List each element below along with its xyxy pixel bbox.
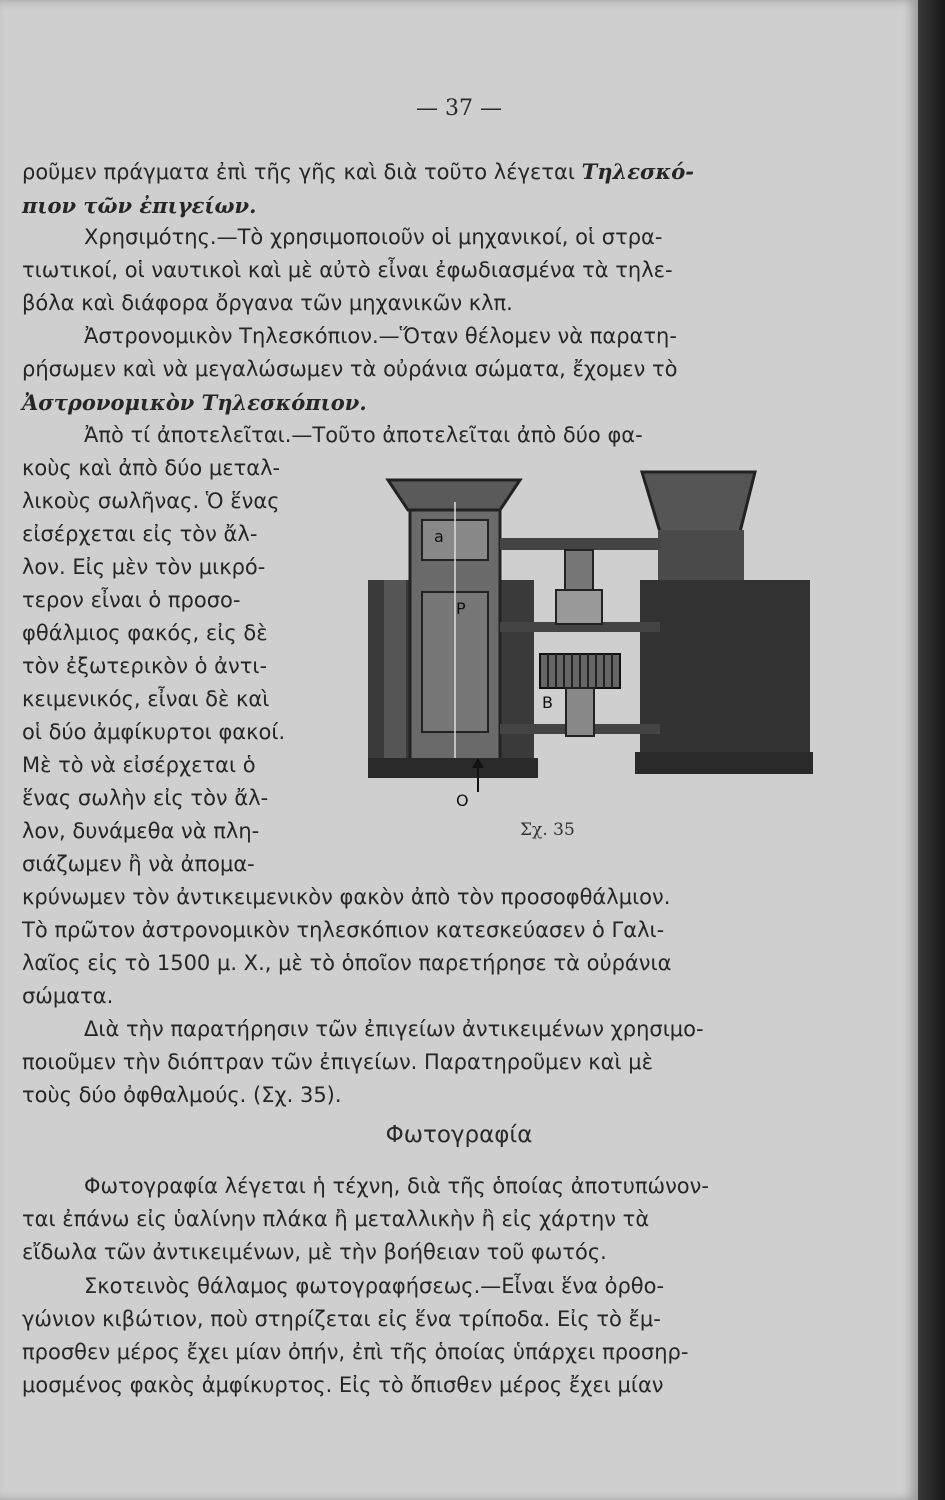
paragraph-6 — [22, 1170, 822, 1269]
text-line: κρύνωμεν τὸν ἀντικειμενικὸν φακὸν ἀπὸ τὸν προσοφθάλμιον. — [22, 885, 671, 909]
text-line: Ἀστρονομικὸν Τηλεσκόπιον. — [22, 390, 367, 415]
text-line: τὸν ἐξωτερικὸν ὁ ἀντι- — [22, 654, 268, 678]
paragraph-3 — [22, 320, 822, 419]
text-line: εἴδωλα τῶν ἀντικειμένων, μὲ τὴν βοήθειαν τοῦ φωτός. — [22, 1240, 607, 1264]
text-line: Ἀστρονομικὸν Τηλεσκόπιον.—Ὅταν θέλομεν νὰ παρατη- — [84, 324, 677, 348]
figure-label-a: a — [434, 527, 444, 546]
figure-label-b: B — [542, 693, 553, 712]
page-number: — 37 — — [416, 96, 502, 121]
text-line: φθάλμιος φακός, εἰς δὲ — [22, 621, 268, 645]
paragraph-4-wrap — [22, 452, 340, 881]
text-line: λον. Εἰς μὲν τὸν μικρό- — [22, 555, 266, 579]
bridge-top — [500, 538, 660, 550]
paragraph-1 — [22, 155, 822, 222]
left-eyecup — [388, 480, 520, 510]
text-line: ται ἐπάνω εἰς ὑαλίνην πλάκα ἢ μεταλλικὴν ἢ εἰς χάρτην τὰ — [22, 1207, 650, 1231]
text-line: τερον εἶναι ὁ προσο- — [22, 588, 241, 612]
text-line: Φωτογραφία λέγεται ἡ τέχνη, διὰ τῆς ὁποίας ἀποτυπώνον- — [84, 1174, 709, 1198]
text-line: πιον τῶν ἐπιγείων. — [22, 193, 257, 218]
paragraph-2 — [22, 221, 822, 320]
figure-label-p: P — [456, 599, 466, 618]
text-line: Ἀπὸ τί ἀποτελεῖται.—Τοῦτο ἀποτελεῖται ἀπὸ δύο φα- — [84, 423, 643, 447]
right-eyepiece-tube — [658, 530, 744, 586]
focus-joint — [556, 590, 602, 624]
paragraph-4-continued — [22, 881, 822, 1013]
text-line: Μὲ τὸ νὰ εἰσέρχεται ὁ — [22, 753, 256, 777]
text-line: λον, δυνάμεθα νὰ πλη- — [22, 819, 260, 843]
text-line: σώματα. — [22, 984, 114, 1008]
text-line: κειμενικός, εἶναι δὲ καὶ — [22, 687, 270, 711]
right-objective-ring — [635, 752, 813, 774]
text-line: τιωτικοί, οἱ ναυτικοὶ καὶ μὲ αὐτὸ εἶναι ἐφωδιασμένα τὰ τηλε- — [22, 258, 673, 282]
text-line: ἕνας σωλὴν εἰς τὸν ἄλ- — [22, 786, 269, 810]
binoculars-figure — [360, 462, 830, 842]
text-line: Σκοτεινὸς θάλαμος φωτογραφήσεως.—Εἶναι ἕνα ὀρθο- — [84, 1274, 665, 1298]
text-line: Διὰ τὴν παρατήρησιν τῶν ἐπιγείων ἀντικειμένων χρησιμο- — [84, 1017, 704, 1041]
right-tube-body — [640, 580, 810, 758]
page-edge — [918, 0, 945, 1500]
text-line: βόλα καὶ διάφορα ὄργανα τῶν μηχανικῶν κλπ. — [22, 291, 513, 315]
right-eyecup — [642, 472, 755, 532]
focus-column-lower — [566, 688, 594, 736]
section-heading: Φωτογραφία — [385, 1122, 533, 1148]
paragraph-4-heading-line — [22, 419, 822, 452]
text-line: εἰσέρχεται εἰς τὸν ἄλ- — [22, 522, 258, 546]
focus-column — [565, 550, 593, 590]
text-line: τοὺς δύο ὀφθαλμούς. (Σχ. 35). — [22, 1083, 342, 1107]
figure-caption: Σχ. 35 — [520, 820, 575, 840]
paragraph-5 — [22, 1013, 822, 1112]
text-line: μοσμένος φακὸς ἀμφίκυρτος. Εἰς τὸ ὄπισθεν μέρος ἔχει μίαν — [22, 1373, 664, 1397]
left-objective-ring — [368, 758, 538, 778]
text-line: Χρησιμότης.—Τὸ χρησιμοποιοῦν οἱ μηχανικοί, οἱ στρα- — [84, 225, 663, 249]
text-line: κοὺς καὶ ἀπὸ δύο μεταλ- — [22, 456, 281, 480]
text-line: ρήσωμεν καὶ νὰ μεγαλώσωμεν τὰ οὐράνια σώματα, ἔχομεν τὸ — [22, 357, 678, 381]
figure-label-o: O — [456, 791, 469, 810]
binoculars-illustration — [360, 462, 830, 842]
text-line: σιάζωμεν ἢ νὰ ἀπομα- — [22, 852, 255, 876]
left-tube-shade — [384, 580, 406, 770]
text-line: οἱ δύο ἀμφίκυρτοι φακοί. — [22, 720, 286, 744]
text-line: λικοὺς σωλῆνας. Ὁ ἕνας — [22, 489, 280, 513]
text-line: ροῦμεν πράγματα ἐπὶ τῆς γῆς καὶ διὰ τοῦτο λέγεται Τηλεσκό- — [22, 159, 694, 184]
paragraph-7 — [22, 1270, 822, 1402]
text-line: Τὸ πρῶτον ἀστρονομικὸν τηλεσκόπιον κατεσκεύασεν ὁ Γαλι- — [22, 918, 665, 942]
text-line: γώνιον κιβώτιον, ποὺ στηρίζεται εἰς ἕνα τρίποδα. Εἰς τὸ ἔμ- — [22, 1307, 661, 1331]
text-line: προσθεν μέρος ἔχει μίαν ὀπήν, ἐπὶ τῆς ὁποίας ὑπάρχει προσηρ- — [22, 1340, 689, 1364]
text-line: λαῖος εἰς τὸ 1500 μ. Χ., μὲ τὸ ὁποῖον παρετήρησε τὰ οὐράνια — [22, 951, 672, 975]
text-line: ποιοῦμεν τὴν διόπτραν τῶν ἐπιγείων. Παρατηροῦμεν καὶ μὲ — [22, 1050, 653, 1074]
